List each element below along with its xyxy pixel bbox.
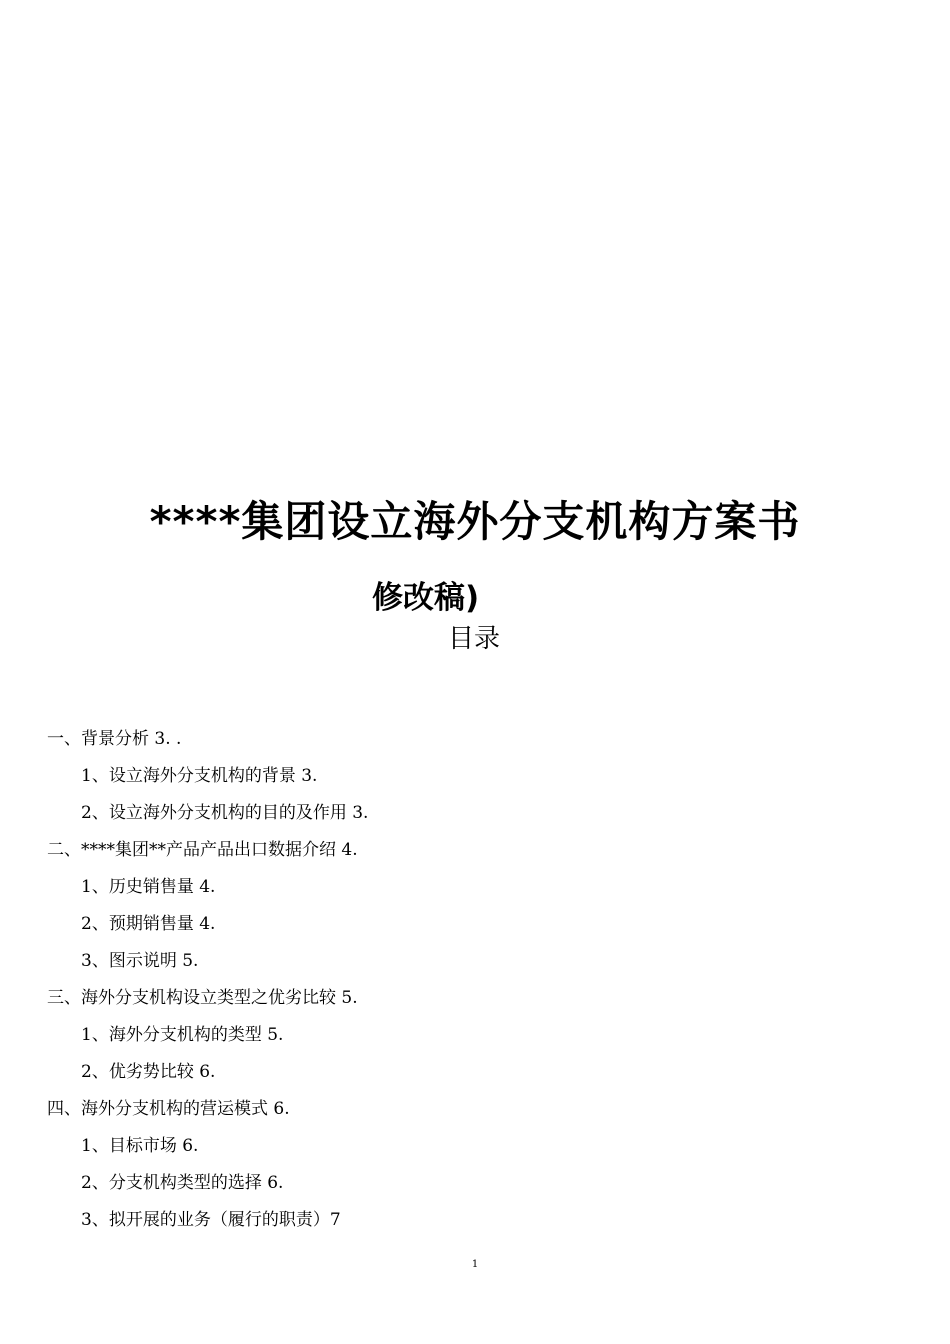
document-subtitle: 修改稿)	[372, 580, 480, 616]
toc-entry[interactable]: 3、拟开展的业务（履行的职责）7	[81, 1210, 341, 1230]
toc-heading: 目录	[448, 624, 501, 654]
toc-entry[interactable]: 二、****集团**产品产品出口数据介绍 4.	[47, 840, 358, 860]
toc-entry[interactable]: 1、目标市场 6.	[81, 1136, 199, 1156]
toc-entry[interactable]: 四、海外分支机构的营运模式 6.	[47, 1099, 290, 1119]
page-number: 1	[471, 1259, 479, 1270]
toc-entry[interactable]: 2、预期销售量 4.	[81, 914, 216, 934]
toc-entry[interactable]: 三、海外分支机构设立类型之优劣比较 5.	[47, 988, 358, 1008]
toc-entry[interactable]: 1、设立海外分支机构的背景 3.	[81, 766, 318, 786]
toc-entry[interactable]: 1、历史销售量 4.	[81, 877, 216, 897]
toc-entry[interactable]: 3、图示说明 5.	[81, 951, 199, 971]
document-title: ****集团设立海外分支机构方案书	[149, 497, 801, 546]
toc-entry[interactable]: 2、优劣势比较 6.	[81, 1062, 216, 1082]
table-of-contents	[47, 721, 368, 1239]
toc-entry[interactable]: 2、分支机构类型的选择 6.	[81, 1173, 284, 1193]
toc-entry[interactable]: 2、设立海外分支机构的目的及作用 3.	[81, 803, 369, 823]
toc-entry[interactable]: 1、海外分支机构的类型 5.	[81, 1025, 284, 1045]
toc-entry[interactable]: 一、背景分析 3. .	[47, 729, 182, 749]
